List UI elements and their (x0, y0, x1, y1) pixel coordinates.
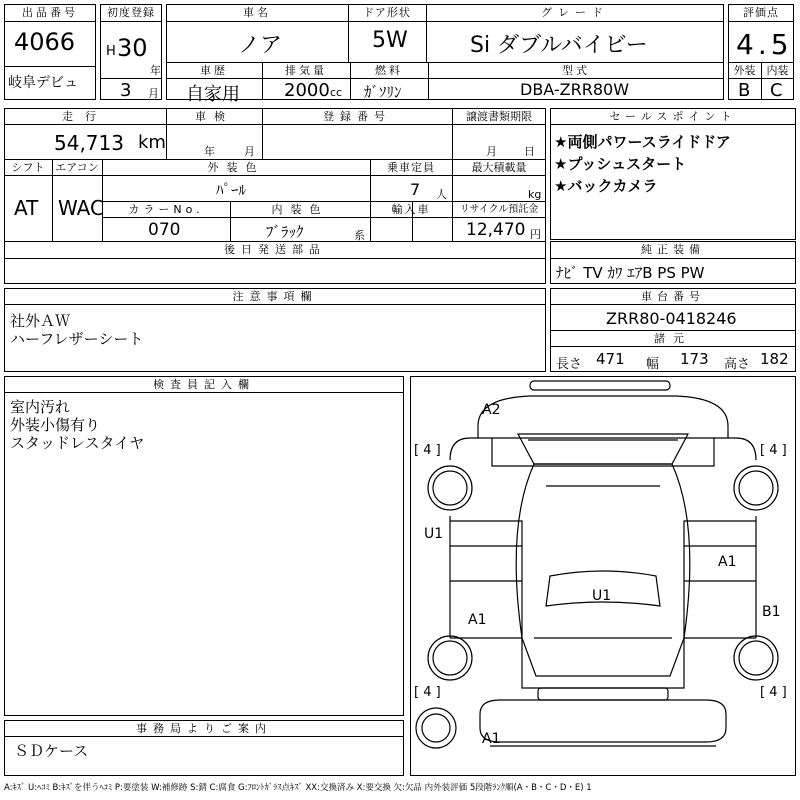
inspector-line: 室内汚れ (10, 398, 71, 416)
selling-point: ★バックカメラ (554, 177, 658, 195)
exterior-label: 外装 (733, 64, 756, 77)
lot-number: 4066 (14, 28, 76, 56)
first-reg-label: 初度登録 (107, 6, 155, 19)
transfer-day: 日 (524, 145, 535, 158)
height: 182 (760, 350, 789, 368)
selling-points-label: セールスポイント (609, 110, 737, 123)
door-type: 5W (372, 28, 408, 53)
car-diagram-drawing (410, 376, 796, 776)
chassis-number: ZRR80-0418246 (606, 309, 737, 328)
score: 4.5 (736, 28, 793, 61)
score-label: 評価点 (743, 6, 779, 19)
fuel: ｶﾞｿﾘﾝ (364, 83, 402, 101)
history: 自家用 (186, 84, 240, 105)
inspector-label: 検査員記入欄 (153, 378, 255, 391)
reg-number-label: 登録番号 (323, 110, 391, 123)
displacement-label: 排気量 (285, 64, 327, 77)
width-label: 幅 (646, 357, 660, 372)
equipment: ﾅﾋﾞ TV ｶﾜ ｴｱB PS PW (556, 264, 705, 282)
selling-points-box (550, 108, 796, 240)
lot-label: 出品番号 (22, 6, 78, 19)
transfer-month: 月 (486, 145, 497, 158)
inspector-line: 外装小傷有り (10, 416, 101, 434)
diagram-mark-a2: A2 (482, 402, 501, 418)
note-line: 社外ＡＷ (10, 312, 71, 330)
dims-label: 諸元 (654, 332, 692, 345)
shift: AT (14, 196, 39, 220)
color-no: 070 (148, 220, 181, 240)
inspection-year: 年 (204, 145, 215, 158)
venue: 岐阜デビュ (8, 75, 78, 91)
car-name: ノア (238, 33, 283, 58)
import-label: 輸入車 (391, 203, 431, 216)
mileage-unit: km (138, 132, 166, 153)
ac-label: エアコン (55, 161, 99, 174)
diagram-mark-b1-right: B1 (762, 604, 781, 620)
door-label: ドア形状 (363, 6, 411, 19)
model: DBA-ZRR80W (520, 80, 630, 99)
capacity-label: 乗車定員 (387, 161, 435, 174)
color-no-label: カラーNo. (128, 203, 204, 216)
inspection-label: 車検 (195, 110, 233, 123)
later-parts-label: 後日発送部品 (224, 243, 326, 256)
diagram-mark-a1-bottom: A1 (482, 731, 501, 747)
office-label: 事務局よりご案内 (136, 722, 272, 735)
mileage-label: 走行 (62, 110, 108, 123)
interior-color-label: 内装色 (271, 203, 329, 216)
reg-month: 3 (120, 80, 132, 101)
diagram-mark-u1-center: U1 (592, 588, 612, 604)
exterior-grade: B (738, 80, 751, 101)
diagram-mark-tire-rr: [ 4 ] (760, 685, 787, 700)
notes-label: 注意事項欄 (232, 290, 318, 303)
office-note: ＳＤケース (14, 742, 89, 760)
capacity-unit: 人 (436, 188, 447, 201)
inspection-month: 月 (244, 145, 255, 158)
length-label: 長さ (556, 357, 583, 372)
legend: A:ｷｽﾞ U:ﾍｺﾐ B:ｷｽﾞを伴うﾍｺﾐ P:要塗装 W:補修跡 S:錆 C:腐食 G:ﾌﾛﾝﾄｶﾞﾗｽ点ｷｽﾞ XX:交換済み X:要交換 欠:欠品 内外装評価 5段階ﾗﾝｸ順(A・B・C・D・E) 1 (4, 783, 592, 793)
name-label: 車名 (243, 6, 271, 19)
chassis-label: 車台番号 (641, 290, 705, 303)
recycle-label: リサイクル預託金 (459, 204, 539, 215)
load-label: 最大積載量 (471, 161, 527, 174)
displacement: 2000 (284, 80, 330, 101)
history-label: 車歴 (200, 64, 228, 77)
capacity: 7 (410, 180, 421, 199)
color: ﾊﾟｰﾙ (216, 181, 247, 199)
interior-color: ﾌﾞﾗｯｸ (266, 223, 304, 241)
year-unit: 年 (150, 64, 161, 77)
grade-label: グレード (541, 6, 609, 19)
inspector-line: スタッドレスタイヤ (10, 434, 145, 452)
displacement-unit: cc (330, 86, 343, 99)
diagram-mark-tire-fl: [ 4 ] (414, 443, 441, 458)
interior-color-unit: 系 (354, 229, 365, 242)
model-label: 型式 (562, 64, 590, 77)
diagram-mark-a1-left: A1 (468, 612, 487, 628)
length: 471 (596, 350, 625, 368)
ac: WAC (58, 196, 104, 220)
reg-year: 30 (117, 34, 148, 62)
diagram-mark-a1-right: A1 (718, 554, 737, 570)
mileage: 54,713 (54, 131, 124, 155)
interior-label: 内装 (766, 64, 789, 77)
recycle-unit: 円 (530, 228, 541, 241)
grade: Si ダブルバイビー (470, 33, 648, 58)
month-unit: 月 (148, 87, 159, 100)
transfer-label: 譲渡書類期限 (466, 110, 532, 123)
height-label: 高さ (724, 357, 751, 372)
era: H (106, 44, 116, 59)
diagram-mark-u1-left: U1 (424, 526, 444, 542)
shift-label: シフト (11, 161, 45, 174)
recycle-fee: 12,470 (466, 220, 526, 240)
interior-grade: C (770, 80, 783, 101)
load-unit: kg (528, 188, 542, 201)
equipment-label: 純正装備 (641, 243, 705, 256)
width: 173 (680, 350, 709, 368)
selling-point: ★両側パワースライドドア (554, 133, 731, 151)
color-label: 外装色 (207, 161, 265, 174)
diagram-mark-tire-fr: [ 4 ] (760, 443, 787, 458)
fuel-label: 燃料 (375, 64, 403, 77)
diagram-mark-tire-rl: [ 4 ] (414, 685, 441, 700)
note-line: ハーフレザーシート (10, 330, 144, 348)
selling-point: ★プッシュスタート (554, 155, 687, 173)
